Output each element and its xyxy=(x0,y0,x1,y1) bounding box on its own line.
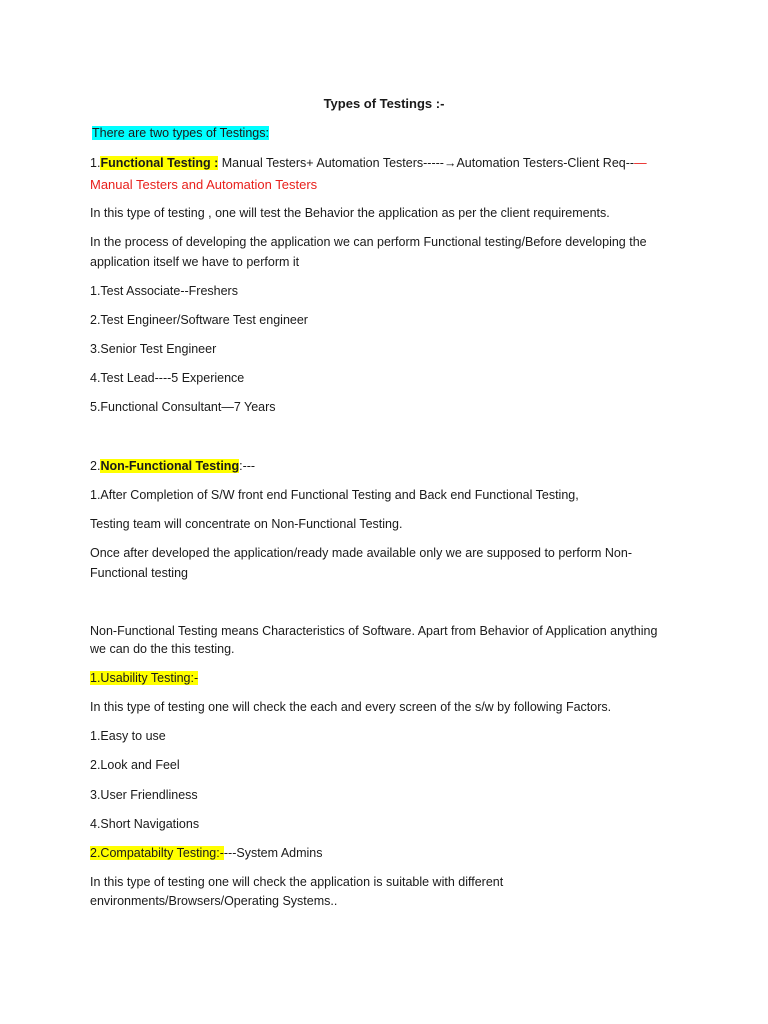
usability-factor-1: 1.Easy to use xyxy=(90,729,166,743)
functional-heading: Functional Testing : xyxy=(100,156,219,170)
nonfunctional-para2: Testing team will concentrate on Non-Functional Testing. xyxy=(90,517,403,531)
compat-heading-line xyxy=(90,844,323,863)
functional-description: In this type of testing , one will test the Behavior the application as per the client requirements. xyxy=(90,206,610,220)
usability-description: In this type of testing one will check the each and every screen of the s/w by following Factors. xyxy=(90,700,612,714)
functional-number: 1. xyxy=(90,156,101,170)
nonfunctional-heading: Non-Functional Testing xyxy=(100,459,240,473)
usability-factor-4: 4.Short Navigations xyxy=(90,817,200,831)
intro-highlight: There are two types of Testings: xyxy=(92,126,269,140)
role-item-5: 5.Functional Consultant—7 Years xyxy=(90,400,276,414)
functional-red-dash: — xyxy=(634,156,647,170)
role-item-2: 2.Test Engineer/Software Test engineer xyxy=(90,313,308,327)
functional-process-line2: application itself we have to perform it xyxy=(90,255,300,269)
functional-line1-rest: Manual Testers+ Automation Testers----- xyxy=(218,156,444,170)
functional-heading-line xyxy=(90,154,647,173)
role-item-1: 1.Test Associate--Freshers xyxy=(90,284,238,298)
intro-line xyxy=(92,124,269,143)
compat-description-line1: In this type of testing one will check the application is suitable with different xyxy=(90,875,504,889)
usability-factor-3: 3.User Friendliness xyxy=(90,788,198,802)
nonfunctional-suffix: :--- xyxy=(239,459,256,473)
nonfunctional-number: 2. xyxy=(90,459,101,473)
compat-description-line2: environments/Browsers/Operating Systems.. xyxy=(90,894,338,908)
nonfunctional-para4-line1: Non-Functional Testing means Characteristics of Software. Apart from Behavior of Application anything xyxy=(90,624,658,638)
nonfunctional-para3-line2: Functional testing xyxy=(90,566,188,580)
right-arrow-icon: → xyxy=(443,156,457,170)
usability-factor-2: 2.Look and Feel xyxy=(90,758,180,772)
compat-heading: 2.Compatabilty Testing:- xyxy=(90,846,224,860)
role-item-3: 3.Senior Test Engineer xyxy=(90,342,217,356)
nonfunctional-para3-line1: Once after developed the application/ready made available only we are supposed to perform Non- xyxy=(90,546,632,560)
functional-process-line1: In the process of developing the application we can perform Functional testing/Before developing the xyxy=(90,235,647,249)
document-title: Types of Testings :- xyxy=(323,96,445,111)
nonfunctional-heading-line xyxy=(90,457,255,476)
nonfunctional-para1: 1.After Completion of S/W front end Functional Testing and Back end Functional Testing, xyxy=(90,488,579,502)
usability-heading: 1.Usability Testing:- xyxy=(90,671,199,685)
nonfunctional-para4-line2: we can do the this testing. xyxy=(90,642,235,656)
usability-heading-line xyxy=(90,669,198,688)
functional-line1-tail: Automation Testers-Client Req-- xyxy=(456,156,635,170)
compat-suffix: ---System Admins xyxy=(223,846,323,860)
functional-line2: Manual Testers and Automation Testers xyxy=(90,177,318,192)
role-item-4: 4.Test Lead----5 Experience xyxy=(90,371,245,385)
